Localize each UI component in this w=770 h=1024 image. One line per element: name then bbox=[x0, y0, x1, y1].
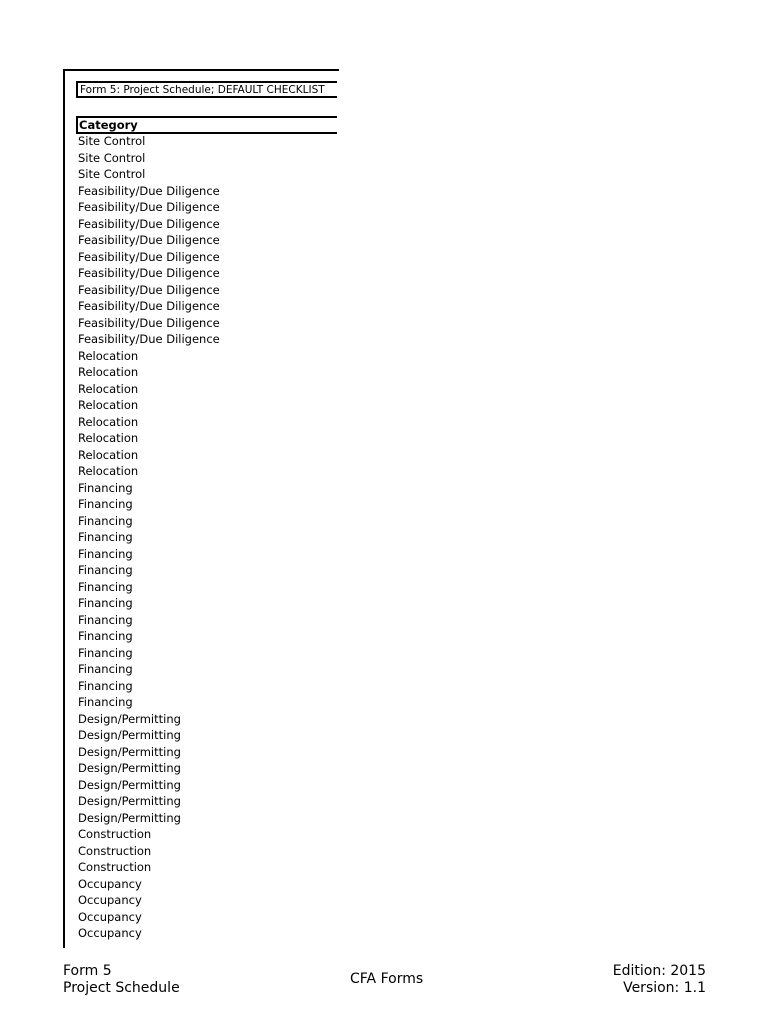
category-row: Feasibility/Due Diligence bbox=[78, 200, 220, 214]
category-row: Design/Permitting bbox=[78, 761, 181, 775]
footer-edition: Edition: 2015 bbox=[612, 963, 706, 979]
category-row: Design/Permitting bbox=[78, 711, 181, 726]
category-row: Construction bbox=[78, 860, 152, 874]
category-row: Site Control bbox=[78, 150, 146, 165]
category-row: Financing bbox=[78, 596, 133, 610]
footer-left bbox=[63, 963, 180, 997]
footer-version: Version: 1.1 bbox=[623, 980, 706, 996]
category-row: Construction bbox=[78, 827, 152, 841]
category-row: Financing bbox=[78, 695, 133, 709]
category-row: Feasibility/Due Diligence bbox=[78, 183, 220, 198]
category-row: Relocation bbox=[78, 464, 139, 478]
category-row: Relocation bbox=[78, 348, 139, 363]
category-row: Occupancy bbox=[78, 893, 142, 907]
category-column-header: Category bbox=[76, 116, 337, 134]
category-row: Design/Permitting bbox=[78, 777, 181, 792]
category-row: Design/Permitting bbox=[78, 744, 181, 759]
category-row: Feasibility/Due Diligence bbox=[78, 332, 220, 346]
category-row: Financing bbox=[78, 678, 133, 693]
category-row: Site Control bbox=[78, 167, 146, 181]
form-title: Form 5: Project Schedule; DEFAULT CHECKLIST bbox=[76, 81, 337, 98]
category-row: Financing bbox=[78, 513, 133, 528]
category-row: Feasibility/Due Diligence bbox=[78, 266, 220, 280]
category-row: Financing bbox=[78, 546, 133, 561]
category-row: Site Control bbox=[78, 134, 146, 148]
category-row: Financing bbox=[78, 563, 133, 577]
category-row: Financing bbox=[78, 662, 133, 676]
category-row: Financing bbox=[78, 480, 133, 495]
category-row: Financing bbox=[78, 530, 133, 544]
category-row: Design/Permitting bbox=[78, 794, 181, 808]
category-row: Financing bbox=[78, 579, 133, 594]
category-row: Financing bbox=[78, 645, 133, 660]
footer-right bbox=[613, 963, 706, 997]
category-row: Financing bbox=[78, 629, 133, 643]
category-row: Feasibility/Due Diligence bbox=[78, 249, 220, 264]
category-row: Construction bbox=[78, 843, 152, 858]
category-row: Occupancy bbox=[78, 909, 142, 924]
category-row: Feasibility/Due Diligence bbox=[78, 216, 220, 231]
category-row: Relocation bbox=[78, 431, 139, 445]
category-row: Relocation bbox=[78, 447, 139, 462]
category-row: Relocation bbox=[78, 381, 139, 396]
category-row: Feasibility/Due Diligence bbox=[78, 282, 220, 297]
category-row: Relocation bbox=[78, 398, 139, 412]
category-row: Feasibility/Due Diligence bbox=[78, 233, 220, 247]
category-row: Design/Permitting bbox=[78, 810, 181, 825]
category-row: Relocation bbox=[78, 365, 139, 379]
category-row: Feasibility/Due Diligence bbox=[78, 299, 220, 313]
category-row: Financing bbox=[78, 497, 133, 511]
footer-form-name: Project Schedule bbox=[63, 980, 180, 996]
category-list bbox=[78, 133, 337, 942]
footer-form-number: Form 5 bbox=[63, 963, 112, 979]
footer-center: CFA Forms bbox=[350, 971, 424, 987]
category-row: Occupancy bbox=[78, 876, 142, 891]
category-row: Feasibility/Due Diligence bbox=[78, 315, 220, 330]
category-row: Financing bbox=[78, 612, 133, 627]
category-row: Occupancy bbox=[78, 926, 142, 940]
category-row: Relocation bbox=[78, 414, 139, 429]
category-row: Design/Permitting bbox=[78, 728, 181, 742]
